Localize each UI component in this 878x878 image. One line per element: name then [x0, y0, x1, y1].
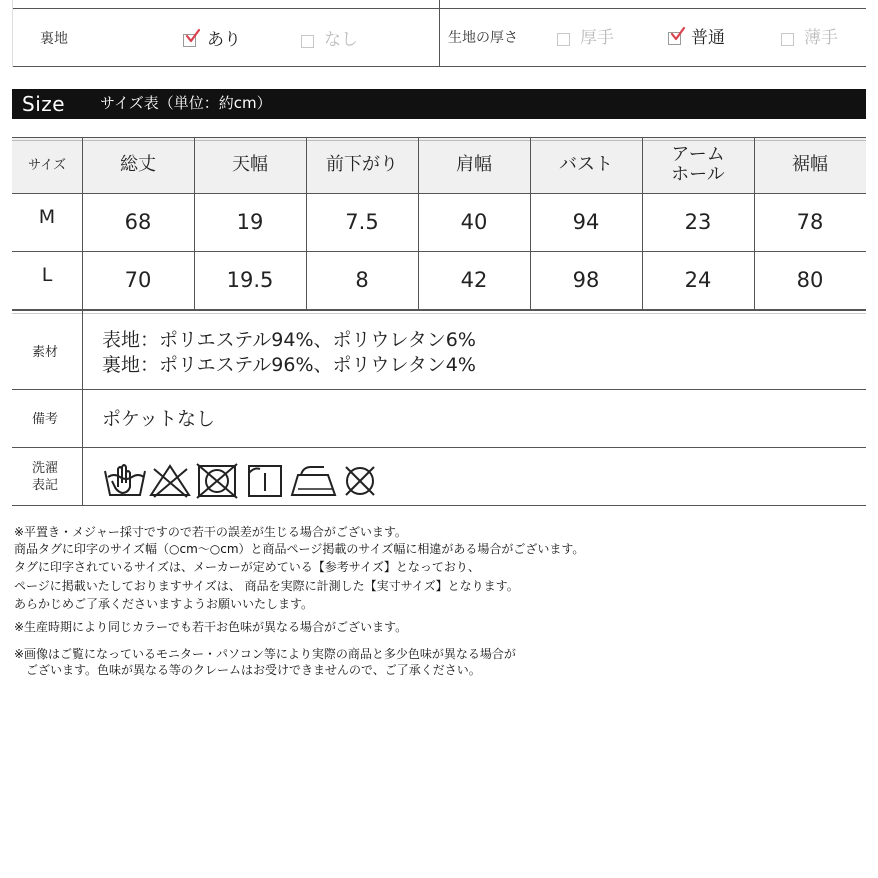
size-column-header: アーム — [671, 144, 725, 165]
size-value-cell: 68 — [124, 210, 152, 234]
thickness-label: 生地の厚さ — [448, 30, 518, 46]
remarks-bottom-border — [12, 447, 866, 448]
size-row-label: M — [38, 206, 56, 228]
size-value-cell: 19 — [236, 210, 264, 234]
size-value-cell: 80 — [796, 268, 824, 292]
size-value-cell: 19.5 — [226, 268, 274, 292]
iron-icon — [292, 467, 335, 495]
thickness-normal-label: 普通 — [691, 28, 725, 48]
lining-no-label: なし — [324, 30, 358, 50]
size-table-hline — [12, 137, 866, 138]
size-column-header: 天幅 — [232, 154, 268, 175]
line-dry-icon — [249, 466, 281, 496]
laundry-label-line-2: 表記 — [32, 478, 59, 493]
thickness-thin-label: 薄手 — [804, 28, 838, 48]
material-line-1: 表地：ポリエステル94%、ポリウレタン6% — [102, 329, 476, 351]
size-value-cell: 70 — [124, 268, 152, 292]
dry-clean-prohibited-icon — [346, 467, 374, 495]
details-divider — [82, 311, 83, 506]
details-top-border — [12, 310, 866, 311]
lining-label: 裏地 — [40, 31, 68, 47]
size-column-header: 総丈 — [120, 154, 156, 175]
size-banner-title: Size — [22, 92, 66, 116]
size-table-hline — [12, 251, 866, 252]
checkmark-icon — [185, 28, 201, 44]
note-line: タグに印字されているサイズは、メーカーが定めている【参考サイズ】となっており、 — [14, 560, 480, 574]
size-value-cell: 98 — [572, 268, 600, 292]
thickness-thick-label: 厚手 — [580, 28, 614, 48]
note-line: ございます。色味が異なる等のクレームはお受けできませんので、ご了承ください。 — [14, 663, 481, 677]
tumble-dry-prohibited-icon — [197, 464, 237, 498]
remarks-value: ポケットなし — [102, 408, 216, 430]
size-banner-subtitle: サイズ表（単位：約cm） — [100, 94, 272, 112]
laundry-bottom-border — [12, 505, 866, 506]
lining-no-checkbox[interactable] — [301, 35, 314, 48]
size-table-hline-double — [12, 140, 866, 141]
fabric-divider — [439, 0, 440, 67]
hand-wash-icon — [105, 465, 145, 495]
size-value-cell: 78 — [796, 210, 824, 234]
size-column-header-line-2: ホール — [671, 164, 725, 185]
material-label: 素材 — [32, 345, 59, 360]
laundry-symbols — [102, 461, 392, 501]
note-line: ※画像はご覧になっているモニター・パソコン等により実際の商品と多少色味が異なる場合が — [14, 647, 516, 661]
note-line: ※生産時期により同じカラーでも若干お色味が異なる場合がございます。 — [14, 620, 408, 634]
checkmark-icon — [670, 26, 686, 42]
details-top-border-double — [12, 313, 866, 314]
size-column-header: 裾幅 — [792, 154, 828, 175]
size-row-label: L — [41, 264, 53, 286]
size-value-cell: 8 — [355, 268, 369, 292]
size-column-header: バスト — [559, 154, 613, 175]
size-value-cell: 94 — [572, 210, 600, 234]
lining-yes-label: あり — [207, 30, 241, 50]
fabric-left-border — [12, 0, 13, 67]
size-header-label: サイズ — [28, 158, 66, 173]
laundry-label-line-1: 洗濯 — [32, 461, 59, 476]
thickness-thin-checkbox[interactable] — [781, 33, 794, 46]
size-column-header: 肩幅 — [456, 154, 492, 175]
material-line-2: 裏地：ポリエステル96%、ポリウレタン4% — [102, 354, 476, 376]
size-value-cell: 42 — [460, 268, 488, 292]
thickness-thick-checkbox[interactable] — [557, 33, 570, 46]
size-value-cell: 23 — [684, 210, 712, 234]
size-value-cell: 7.5 — [345, 210, 379, 234]
note-line: ※平置き・メジャー採寸ですので若干の誤差が生じる場合がございます。 — [14, 525, 407, 539]
note-line: あらかじめご了承くださいますようお願いいたします。 — [14, 597, 314, 611]
size-value-cell: 40 — [460, 210, 488, 234]
remarks-label: 備考 — [32, 412, 59, 427]
size-column-header: 前下がり — [326, 154, 398, 175]
material-bottom-border — [12, 389, 866, 390]
size-table-hline — [12, 193, 866, 194]
note-line: ページに掲載いたしておりますサイズは、 商品を実際に計測した【実寸サイズ】となります。 — [14, 579, 519, 593]
bleach-prohibited-icon — [151, 466, 189, 497]
size-banner — [12, 89, 866, 119]
size-value-cell: 24 — [684, 268, 712, 292]
note-line: 商品タグに印字のサイズ幅（○cm〜○cm）と商品ページ掲載のサイズ幅に相違がある場合がございます。 — [14, 542, 585, 556]
